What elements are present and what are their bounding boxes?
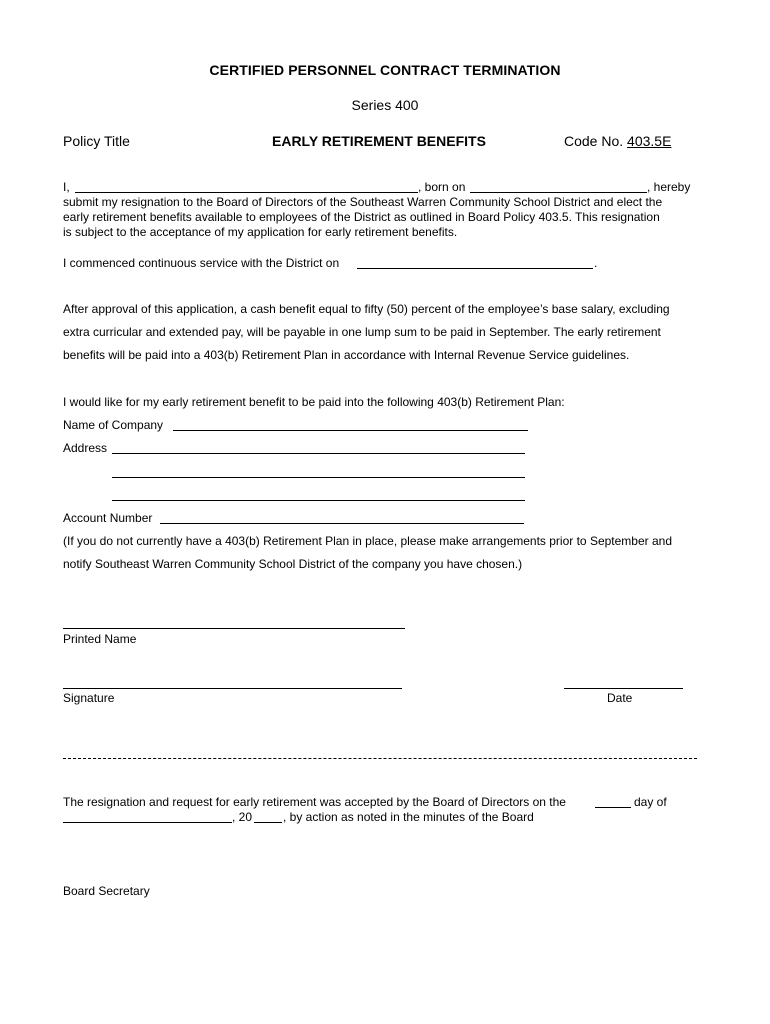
resignation-line-3: early retirement benefits available to employees of the District as outlined in Board Policy 403.5. This resignation xyxy=(63,210,660,224)
service-date-field[interactable] xyxy=(357,268,593,269)
date-field[interactable] xyxy=(564,688,683,689)
hereby-label: , hereby xyxy=(647,180,691,194)
policy-title: EARLY RETIREMENT BENEFITS xyxy=(272,133,486,149)
acceptance-line-1: The resignation and request for early retirement was accepted by the Board of Directors on the xyxy=(63,795,566,809)
benefit-line-3: benefits will be paid into a 403(b) Retirement Plan in accordance with Internal Revenue Service guidelines. xyxy=(63,348,630,362)
acceptance-day-field[interactable] xyxy=(595,807,631,808)
address-field-2[interactable] xyxy=(112,477,525,478)
acceptance-line-2: , by action as noted in the minutes of the Board xyxy=(283,810,534,824)
benefit-line-1: After approval of this application, a cash benefit equal to fifty (50) percent of the employee’s base salary, excluding xyxy=(63,302,670,316)
plan-intro: I would like for my early retirement benefit to be paid into the following 403(b) Retirement Plan: xyxy=(63,395,565,409)
policy-title-label: Policy Title xyxy=(63,133,130,149)
form-title: CERTIFIED PERSONNEL CONTRACT TERMINATION xyxy=(209,62,561,78)
resignation-line-4: is subject to the acceptance of my application for early retirement benefits. xyxy=(63,225,458,239)
account-number-field[interactable] xyxy=(160,523,524,524)
day-of-label: day of xyxy=(634,795,667,809)
printed-name-label: Printed Name xyxy=(63,632,137,646)
year-prefix: , 20 xyxy=(232,810,253,824)
section-divider xyxy=(63,758,697,759)
service-period: . xyxy=(594,256,598,270)
address-label: Address xyxy=(63,441,108,455)
code-number xyxy=(564,133,671,149)
resignation-line-2: submit my resignation to the Board of Directors of the Southeast Warren Community School District and elect the xyxy=(63,195,663,209)
date-label: Date xyxy=(607,691,633,705)
born-on-label: , born on xyxy=(418,180,466,194)
benefit-line-2: extra curricular and extended pay, will be payable in one lump sum to be paid in September. The early retirement xyxy=(63,325,661,339)
series-label: Series 400 xyxy=(351,97,419,113)
service-label: I commenced continuous service with the District on xyxy=(63,256,340,270)
printed-name-field[interactable] xyxy=(63,628,405,629)
birth-date-field[interactable] xyxy=(470,192,647,193)
account-number-label: Account Number xyxy=(63,511,153,525)
board-secretary-label: Board Secretary xyxy=(63,884,150,898)
code-value: 403.5E xyxy=(627,133,672,149)
company-label: Name of Company xyxy=(63,418,164,432)
plan-note-line-1: (If you do not currently have a 403(b) Retirement Plan in place, please make arrangements prior to September and xyxy=(63,534,672,548)
acceptance-month-field[interactable] xyxy=(63,822,232,823)
address-field-1[interactable] xyxy=(112,453,525,454)
employee-name-field[interactable] xyxy=(75,192,418,193)
acceptance-year-field[interactable] xyxy=(254,822,282,823)
code-label: Code No. xyxy=(564,133,624,149)
address-field-3[interactable] xyxy=(112,500,525,501)
resignation-prefix: I, xyxy=(63,180,70,194)
company-field[interactable] xyxy=(173,430,528,431)
signature-label: Signature xyxy=(63,691,115,705)
signature-field[interactable] xyxy=(63,688,402,689)
plan-note-line-2: notify Southeast Warren Community School District of the company you have chosen.) xyxy=(63,557,523,571)
